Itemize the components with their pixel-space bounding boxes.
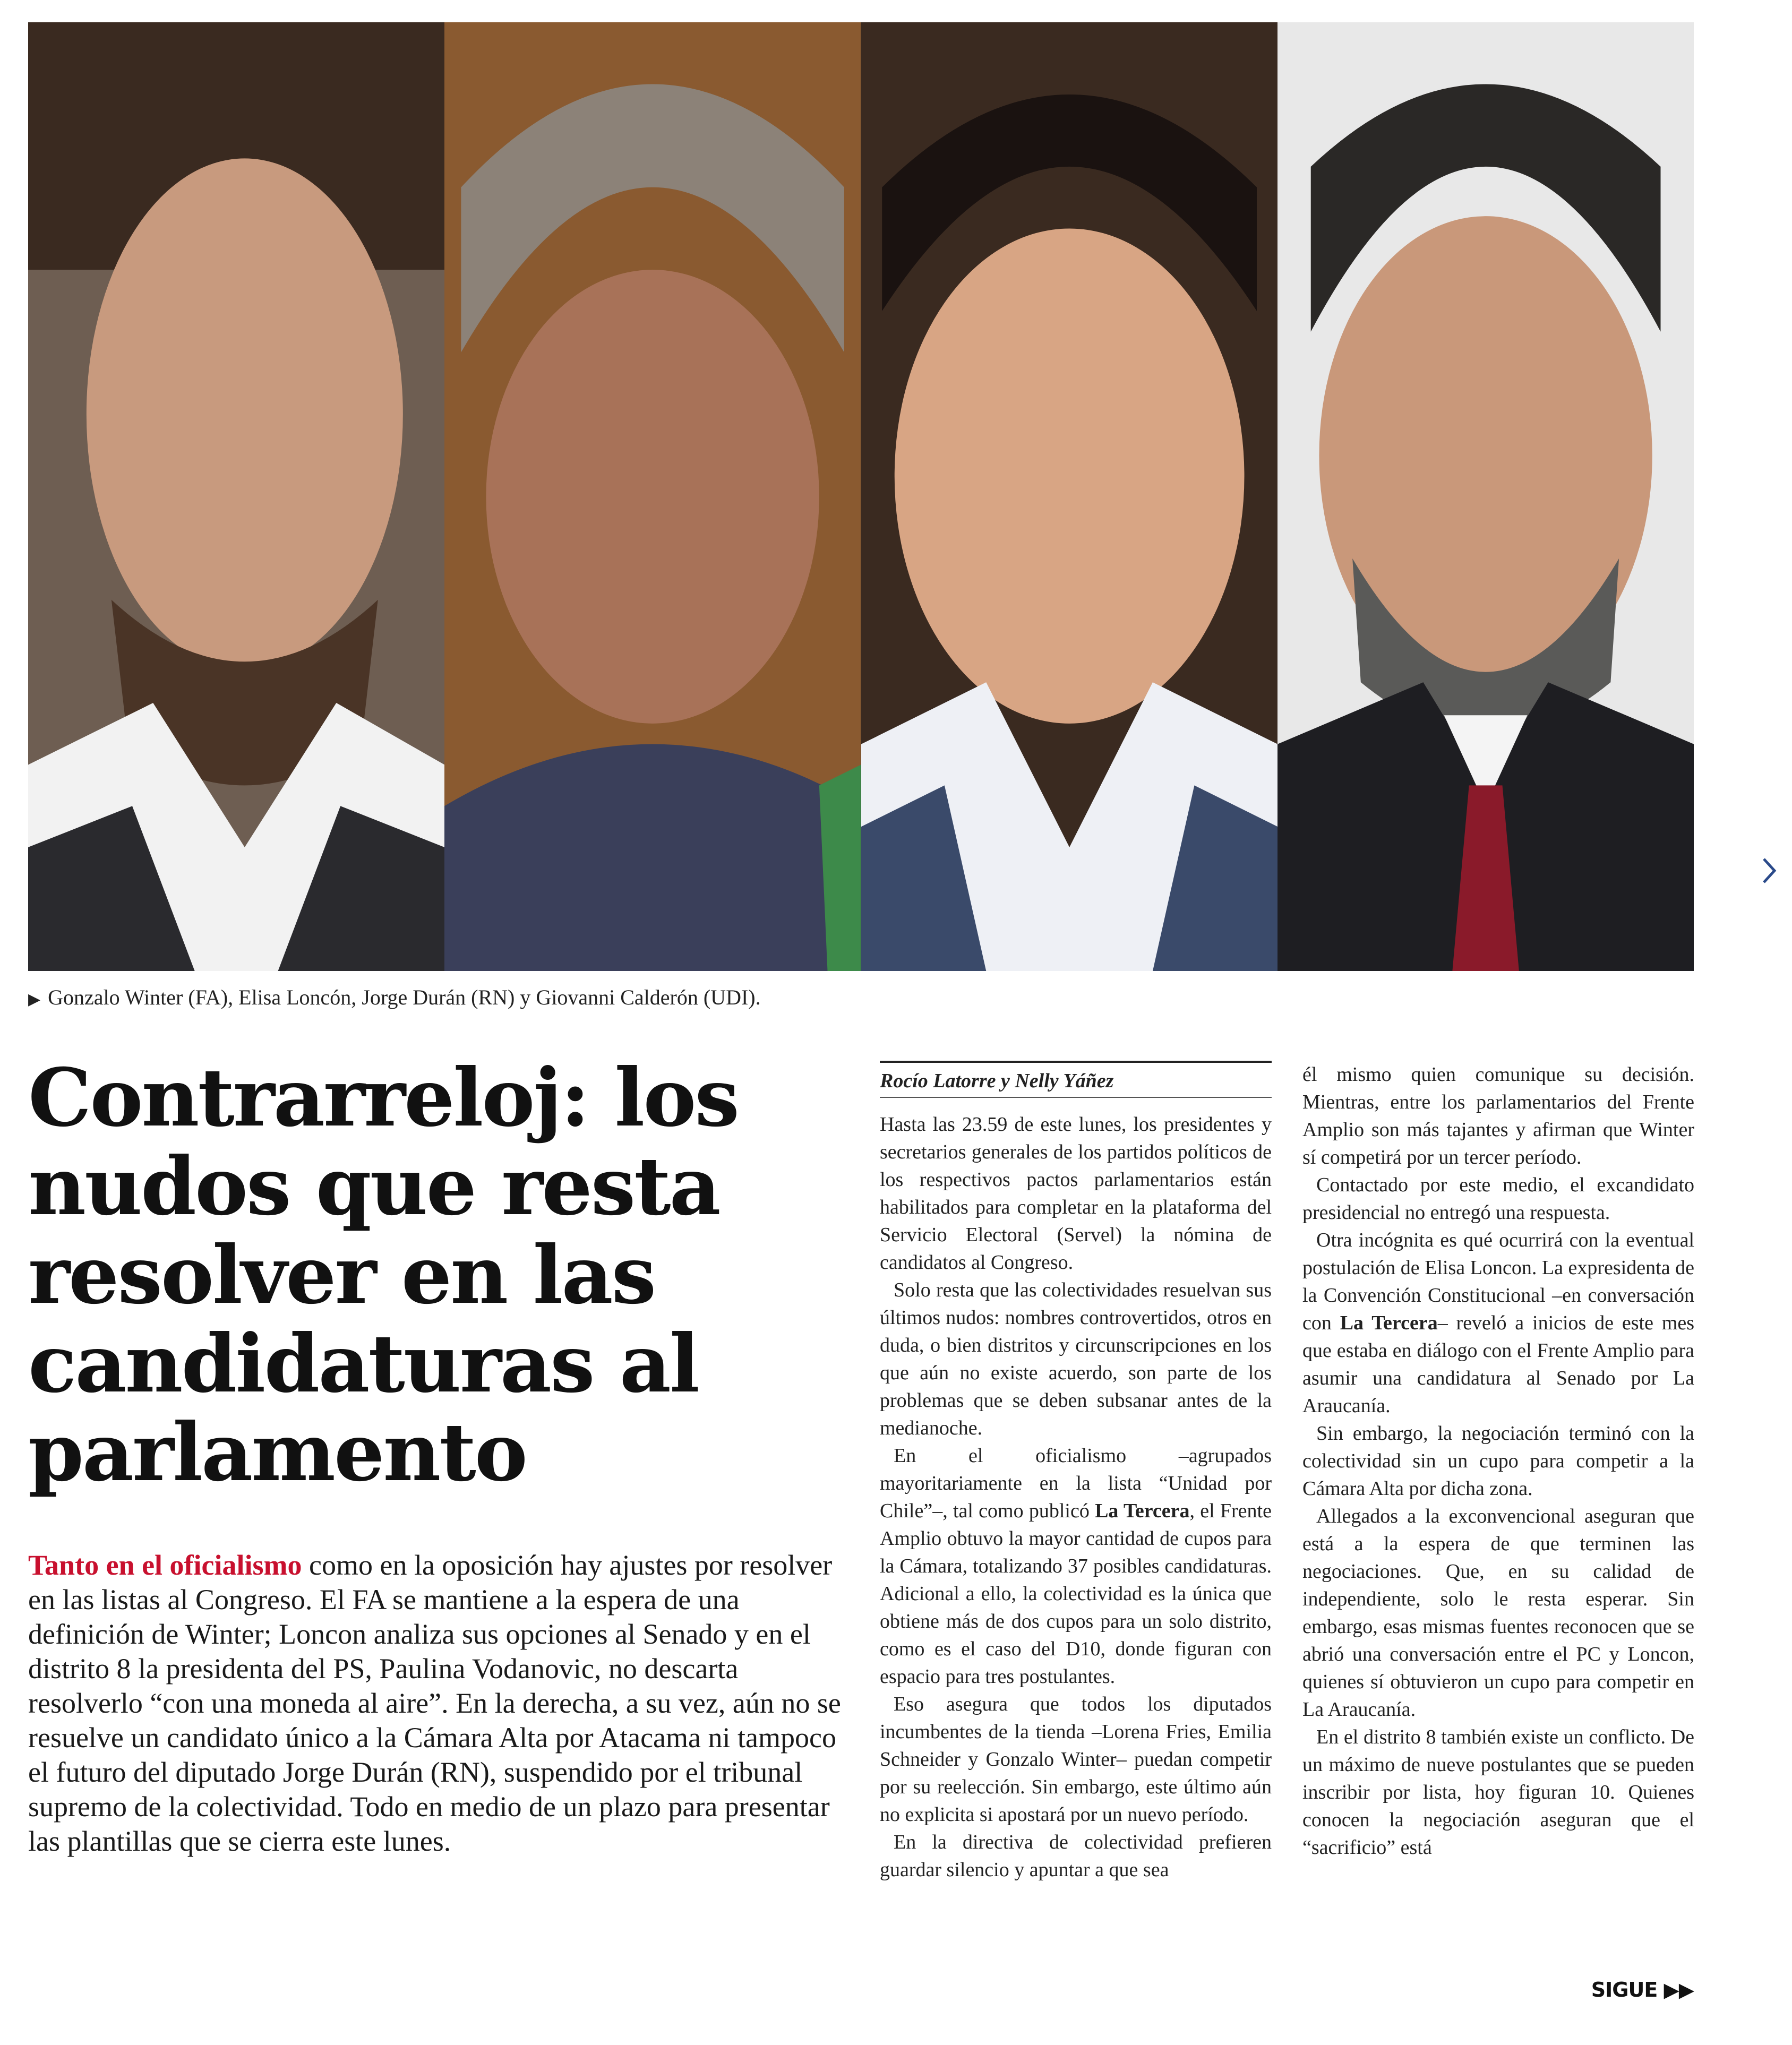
publication-name: La Tercera — [1095, 1500, 1190, 1522]
lead-paragraph — [28, 1548, 856, 1859]
col2-paragraph-5: Allegados a la exconvencional aseguran que está a la espera de que terminen las negociaciones. Que, en su calidad de independiente, solo le resta esperar. Sin embargo, esas mismas fuentes reconocen que se abrió una conversación entre el PC y Loncon, quienes sí obtuvieron un cupo para competir en La Araucanía. — [1302, 1505, 1694, 1721]
portrait-jorge-duran — [861, 22, 1277, 971]
caption-marker: ▶ — [28, 991, 41, 1008]
col1-paragraph-4: Eso asegura que todos los diputados incumbentes de la tienda –Lorena Fries, Emilia Schneider y Gonzalo Winter– puedan competir por su reelección. Sin embargo, este último aún no explicita si apostará por un nuevo período. — [880, 1693, 1272, 1826]
col1-p3-text-b: , el Frente Amplio obtuvo la mayor cantidad de cupos para la Cámara, totalizando 37 posibles candidaturas. Adicional a ello, la colectividad es la única que obtiene más de dos cupos para un solo distrito, como es el caso del D10, donde figuran con espacio para tres postulantes. — [880, 1500, 1272, 1688]
lead-highlight: Tanto en el oficialismo — [28, 1549, 302, 1581]
col2-p3-text-b: – reveló a inicios de este mes que estaba en diálogo con el Frente Amplio para asumir una candidatura al Senado por La Araucanía. — [1302, 1312, 1694, 1417]
photo-jorge-duran — [861, 22, 1277, 971]
photo-elisa-loncon — [444, 22, 861, 971]
article-column-2 — [1302, 1061, 1694, 1861]
portrait-elisa-loncon — [444, 22, 861, 971]
col2-paragraph-4: Sin embargo, la negociación terminó con la colectividad sin un cupo para competir a la Cámara Alta por dicha zona. — [1302, 1422, 1694, 1500]
photo-strip — [28, 22, 1694, 971]
caption-text: Gonzalo Winter (FA), Elisa Loncón, Jorge Durán (RN) y Giovanni Calderón (UDI). — [48, 985, 761, 1009]
col2-paragraph-3 — [1302, 1226, 1694, 1420]
col1-p3-text-a: En el oficialismo –agrupados mayoritariamente en la lista “Unidad por Chile”–, tal como publicó — [880, 1445, 1272, 1522]
photo-giovanni-calderon — [1277, 22, 1694, 971]
byline: Rocío Latorre y Nelly Yáñez — [880, 1061, 1272, 1098]
portrait-giovanni-calderon — [1277, 22, 1694, 971]
headline: Contrarreloj: los nudos que resta resolver en las candidaturas al parlamento — [28, 1051, 738, 1499]
col1-paragraph-5: En la directiva de colectividad prefieren guardar silencio y apuntar a que sea — [880, 1831, 1272, 1881]
photo-caption — [28, 985, 1409, 1010]
col2-paragraph-1: él mismo quien comunique su decisión. Mientras, entre los parlamentarios del Frente Amplio son más tajantes y afirman que Winter sí competirá por un tercer período. — [1302, 1063, 1694, 1168]
col2-p3-text-a: Otra incógnita es qué ocurrirá con la eventual postulación de Elisa Loncon. La expresidenta de la Convención Constitucional –en conversación con — [1302, 1229, 1694, 1334]
lead-text: como en la oposición hay ajustes por resolver en las listas al Congreso. El FA se mantiene a la espera de una definición de Winter; Loncon analiza sus opciones al Senado y en el distrito 8 la presidenta del PS, Paulina Vodanovic, no descarta resolverlo “con una moneda al aire”. En la derecha, a su vez, aún no se resuelve un candidato único a la Cámara Alta por Atacama ni tampoco el futuro del diputado Jorge Durán (RN), suspendido por el tribunal supremo de la colectividad. Todo en medio de un plazo para presentar las plantillas que se cierra este lunes. — [28, 1549, 841, 1857]
col1-paragraph-1: Hasta las 23.59 de este lunes, los presidentes y secretarios generales de los partidos políticos de los respectivos pactos parlamentarios están habilitados para completar en la plataforma del Servicio Electoral (Servel) la nómina de candidatos al Congreso. — [880, 1113, 1272, 1274]
continue-link[interactable]: SIGUE ▶▶ — [1591, 1978, 1694, 2001]
portrait-gonzalo-winter — [28, 22, 444, 971]
next-page-arrow[interactable] — [1753, 852, 1785, 889]
publication-name: La Tercera — [1340, 1312, 1438, 1334]
col2-paragraph-6: En el distrito 8 también existe un conflicto. De un máximo de nueve postulantes que se pueden inscribir por lista, hoy figuran 10. Quienes conocen la negociación aseguran que el “sacrificio” está — [1302, 1726, 1694, 1859]
col1-paragraph-3 — [880, 1442, 1272, 1690]
article-column-1 — [880, 1061, 1272, 1884]
col1-paragraph-2: Solo resta que las colectividades resuelvan sus últimos nudos: nombres controvertidos, otros en duda, o bien distritos y circunscripciones en los que aún no existe acuerdo, son parte de los problemas que se deben subsanar antes de la medianoche. — [880, 1279, 1272, 1439]
col2-paragraph-2: Contactado por este medio, el excandidato presidencial no entregó una respuesta. — [1302, 1174, 1694, 1224]
chevron-right-icon — [1759, 855, 1780, 887]
photo-gonzalo-winter — [28, 22, 444, 971]
